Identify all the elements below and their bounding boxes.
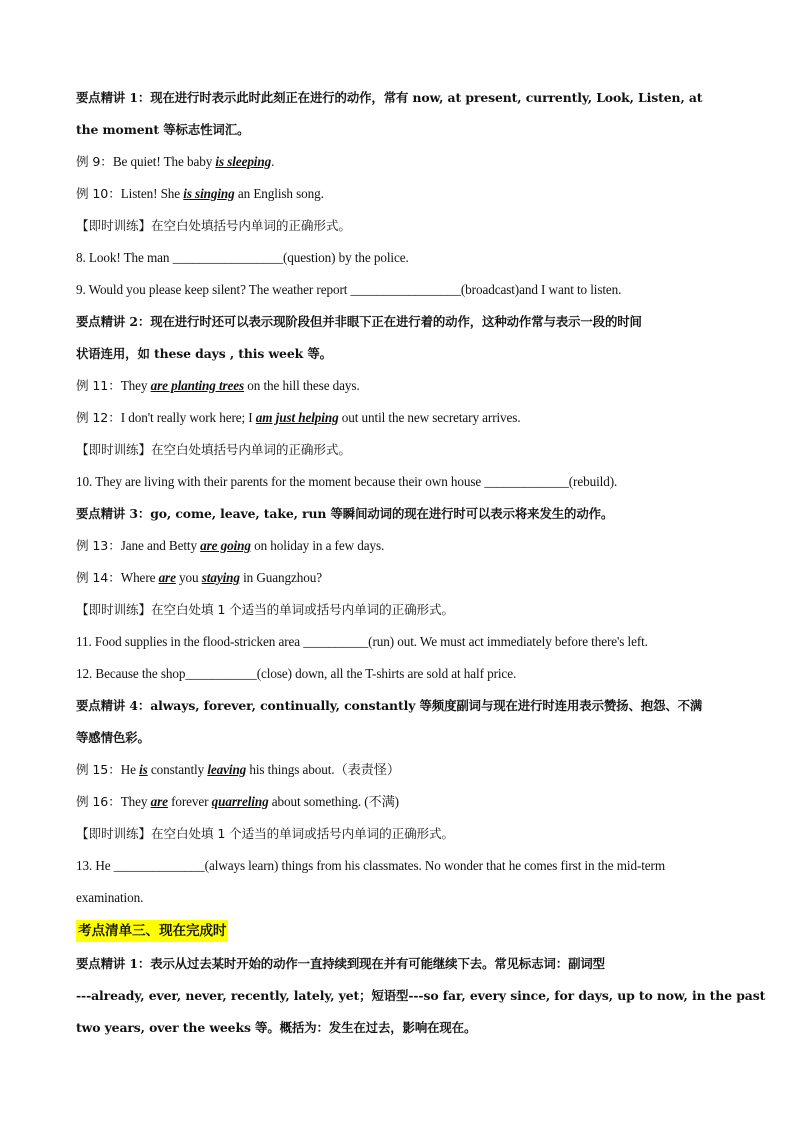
example-text-end: . <box>271 154 275 169</box>
question-13-cont: examination. <box>76 890 144 905</box>
example-text: They <box>120 378 151 393</box>
example-label: 例 15： <box>76 762 121 777</box>
example-answer: are <box>158 570 176 585</box>
example-text-mid: constantly <box>147 762 208 777</box>
example-text: Listen! She <box>120 186 184 201</box>
example-text: They <box>120 794 151 809</box>
example-answer-2: quarreling <box>211 794 269 809</box>
example-text: Jane and Betty <box>120 538 201 553</box>
example-14 <box>76 562 721 594</box>
example-label: 例 12： <box>76 410 121 425</box>
drill-instruction-3: 【即时训练】在空白处填 1 个适当的单词或括号内单词的正确形式。 <box>76 602 455 617</box>
example-text: I don't really work here; I <box>120 410 256 425</box>
example-label: 例 13： <box>76 538 121 553</box>
example-15 <box>76 754 721 786</box>
example-10 <box>76 178 721 210</box>
question-11: 11. Food supplies in the flood-stricken area __________(run) out. We must act immediately before there's left. <box>76 634 648 649</box>
example-text-end: on the hill these days. <box>244 378 360 393</box>
example-answer: are <box>150 794 168 809</box>
key-point-3-heading: 要点精讲 3：go, come, leave, take, run 等瞬间动词的现在进行时可以表示将来发生的动作。 <box>76 506 614 521</box>
drill-instruction-1: 【即时训练】在空白处填括号内单词的正确形式。 <box>76 218 351 233</box>
example-text-end: out until the new secretary arrives. <box>338 410 521 425</box>
key-point-5-heading-cont: ---already, ever, never, recently, lately, yet；短语型---so far, every since, for days, up to now, in the past <box>76 988 766 1003</box>
key-point-4-heading-cont: 等感情色彩。 <box>76 730 150 745</box>
question-10: 10. They are living with their parents for the moment because their own house _____________(rebuild). <box>76 474 618 489</box>
example-text-end: his things about.（表责怪） <box>246 762 400 777</box>
question-12: 12. Because the shop___________(close) down, all the T-shirts are sold at half price. <box>76 666 517 681</box>
example-12 <box>76 402 721 434</box>
key-point-1-heading: 要点精讲 1：现在进行时表示此时此刻正在进行的动作，常有 now, at present, currently, Look, Listen, at <box>76 90 703 105</box>
example-label: 例 10： <box>76 186 121 201</box>
key-point-4-heading: 要点精讲 4：always, forever, continually, constantly 等频度副词与现在进行时连用表示赞扬、抱怨、不满 <box>76 698 703 713</box>
example-label: 例 14： <box>76 570 121 585</box>
example-text-mid: you <box>175 570 202 585</box>
key-point-5-heading-cont2: two years, over the weeks 等。概括为：发生在过去，影响在现在。 <box>76 1020 477 1035</box>
example-text: Be quiet! The baby <box>112 154 216 169</box>
example-text-end: in Guangzhou? <box>239 570 322 585</box>
example-16 <box>76 786 721 818</box>
question-8: 8. Look! The man _________________(question) by the police. <box>76 250 409 265</box>
example-answer: am just helping <box>255 410 339 425</box>
example-text-mid: forever <box>167 794 212 809</box>
key-point-5-heading: 要点精讲 1：表示从过去某时开始的动作一直持续到现在并有可能继续下去。常见标志词：副词型 <box>76 956 605 971</box>
question-13: 13. He ______________(always learn) things from his classmates. No wonder that he comes first in the mid-term <box>76 858 666 873</box>
example-label: 例 16： <box>76 794 121 809</box>
section-title: 考点清单三、现在完成时 <box>76 920 228 942</box>
example-11 <box>76 370 721 402</box>
example-text-end: on holiday in a few days. <box>250 538 385 553</box>
example-answer: are planting trees <box>150 378 245 393</box>
example-13 <box>76 530 721 562</box>
document-page <box>76 82 766 1044</box>
question-9: 9. Would you please keep silent? The weather report _________________(broadcast)and I want to listen. <box>76 282 622 297</box>
drill-instruction-4: 【即时训练】在空白处填 1 个适当的单词或括号内单词的正确形式。 <box>76 826 455 841</box>
key-point-1-heading-cont: the moment 等标志性词汇。 <box>76 122 250 137</box>
example-answer-2: leaving <box>207 762 247 777</box>
section-heading <box>76 914 721 948</box>
key-point-2-heading: 要点精讲 2：现在进行时还可以表示现阶段但并非眼下正在进行着的动作，这种动作常与表示一段的时间 <box>76 314 642 329</box>
example-label: 例 11： <box>76 378 121 393</box>
example-9 <box>76 146 721 178</box>
key-point-2-heading-cont: 状语连用，如 these days , this week 等。 <box>76 346 332 361</box>
example-answer: is singing <box>183 186 235 201</box>
example-text-end: about something. (不满) <box>268 794 399 809</box>
example-answer: is <box>139 762 148 777</box>
drill-instruction-2: 【即时训练】在空白处填括号内单词的正确形式。 <box>76 442 351 457</box>
example-text: Where <box>120 570 159 585</box>
example-text: He <box>120 762 140 777</box>
example-answer: are going <box>200 538 251 553</box>
example-answer: is sleeping <box>215 154 272 169</box>
example-text-end: an English song. <box>234 186 324 201</box>
example-label: 例 9： <box>76 154 113 169</box>
example-answer-2: staying <box>201 570 240 585</box>
